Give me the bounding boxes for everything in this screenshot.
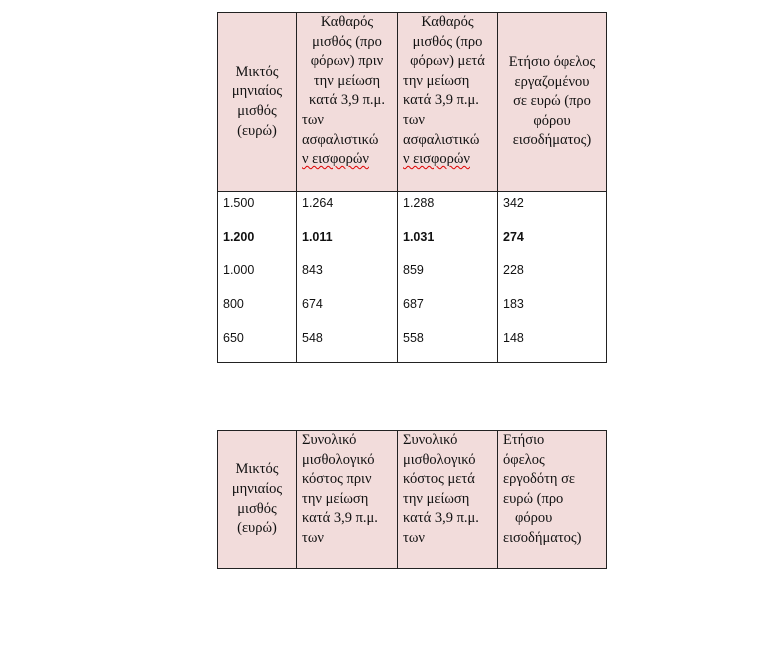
table-cell: 843 [297, 261, 398, 295]
table-cell: 274 [498, 228, 607, 262]
table-cell: 1.000 [218, 261, 297, 295]
table-cell: 1.031 [398, 228, 498, 262]
header-line: εισοδήματος) [512, 132, 592, 149]
header-line: μισθολογικό [302, 451, 375, 468]
table-cell: 548 [297, 329, 398, 363]
table-cell: 148 [498, 329, 607, 363]
table-cell: 800 [218, 295, 297, 329]
header-line: (ευρώ) [237, 520, 277, 537]
header-line: εργοδότη σε [503, 471, 576, 488]
header-line: την μείωση [302, 490, 369, 507]
table-cell: 1.288 [398, 192, 498, 228]
header-line: κατά 3,9 π.μ. [302, 510, 378, 527]
table-row [218, 329, 607, 363]
header-line: Μικτός [235, 63, 279, 80]
table-cell: 183 [498, 295, 607, 329]
table-cell: 674 [297, 295, 398, 329]
header-line: των [403, 529, 425, 546]
header-line: σε ευρώ (προ [513, 93, 591, 110]
header-line: των [302, 111, 324, 128]
header-line: εισοδήματος) [503, 529, 582, 546]
header-line: εργαζομένου [514, 73, 590, 90]
table-cell: 228 [498, 261, 607, 295]
table1-header-net-before [297, 13, 398, 192]
header-line: Ετήσιο όφελος [508, 54, 596, 71]
table-cell: 1.500 [218, 192, 297, 228]
header-line: Συνολικό [403, 432, 458, 448]
header-line: μηνιαίος [231, 83, 283, 100]
header-line: φόρου [515, 510, 553, 527]
header-line: των [302, 529, 324, 546]
table-cell: 650 [218, 329, 297, 363]
table1-header-annual-benefit [498, 13, 607, 192]
table-cell: 1.011 [297, 228, 398, 262]
header-line: (ευρώ) [237, 122, 277, 139]
table2-header-employer-benefit [498, 431, 607, 569]
header-line: ασφαλιστικώ [302, 131, 379, 148]
table2-header-gross-salary [218, 431, 297, 569]
table1-header-net-after [398, 13, 498, 192]
header-line: Ετήσιο [503, 432, 545, 448]
table-cell: 859 [398, 261, 498, 295]
header-line: ασφαλιστικώ [403, 131, 480, 148]
header-line: φόρου [533, 112, 571, 129]
header-line: Καθαρός [320, 14, 374, 30]
header-line: Μικτός [235, 461, 279, 478]
table-cell: 1.200 [218, 228, 297, 262]
table-cell: 1.264 [297, 192, 398, 228]
table2-header-row [218, 431, 607, 569]
header-line: των [403, 111, 425, 128]
table2-header-cost-after [398, 431, 498, 569]
header-line: μηνιαίος [231, 480, 283, 497]
header-line: μισθός (προ [312, 33, 382, 50]
header-line: φόρων) πριν [310, 53, 384, 70]
header-line: Συνολικό [302, 432, 357, 448]
table-cell: 558 [398, 329, 498, 363]
header-line: ν εισφορών [302, 151, 369, 168]
header-line: φόρων) μετά [410, 53, 485, 70]
table-row [218, 295, 607, 329]
header-line: ευρώ (προ [503, 490, 564, 507]
header-line: κατά 3,9 π.μ. [309, 92, 385, 109]
header-line: την μείωση [403, 72, 470, 89]
table-cell: 342 [498, 192, 607, 228]
table-cell: 687 [398, 295, 498, 329]
table-row [218, 192, 607, 228]
header-line: την μείωση [403, 490, 470, 507]
employee-benefit-table [217, 12, 607, 363]
header-line: Καθαρός [421, 14, 474, 30]
header-line: κόστος μετά [403, 471, 475, 488]
employer-benefit-table [217, 430, 607, 569]
header-line: κόστος πριν [302, 471, 372, 488]
header-line: κατά 3,9 π.μ. [403, 92, 479, 109]
header-line: μισθός [237, 103, 277, 119]
table2-header-cost-before [297, 431, 398, 569]
header-line: όφελος [503, 451, 545, 468]
table1-header-row [218, 13, 607, 192]
header-line: μισθός (προ [412, 33, 483, 50]
table-row [218, 261, 607, 295]
table1-header-gross-salary [218, 13, 297, 192]
header-line: μισθός [237, 500, 277, 517]
header-line: ν εισφορών [403, 151, 470, 168]
header-line: την μείωση [313, 72, 381, 89]
header-line: μισθολογικό [403, 451, 476, 468]
header-line: κατά 3,9 π.μ. [403, 510, 479, 527]
table-row [218, 228, 607, 262]
